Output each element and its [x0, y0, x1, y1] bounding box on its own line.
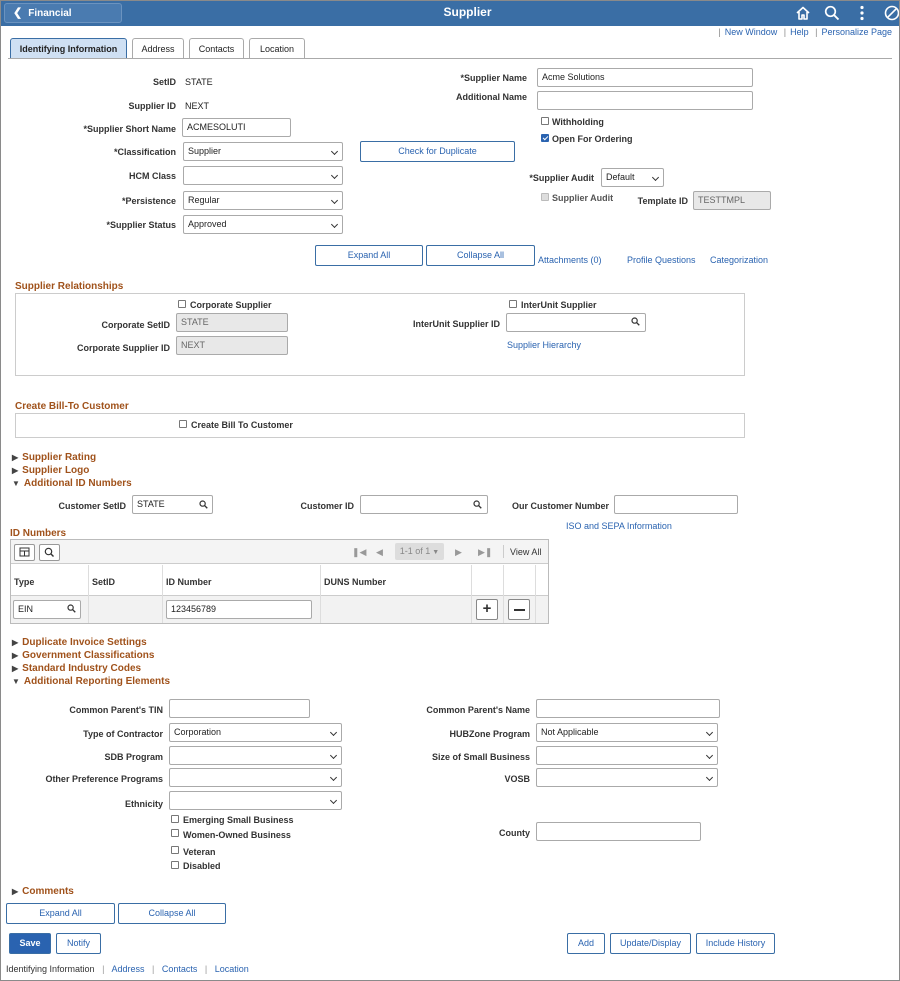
corporate-setid-input: STATE — [176, 313, 288, 332]
vosb-select[interactable] — [536, 768, 718, 787]
supplier-rating-title: Supplier Rating — [22, 452, 97, 463]
duplicate-invoice-title: Duplicate Invoice Settings — [22, 637, 147, 648]
add-button[interactable]: Add — [567, 933, 605, 954]
hubzone-program-label: HUBZone Program — [449, 729, 530, 739]
disabled-label: Disabled — [183, 861, 221, 871]
id-numbers-title: ID Numbers — [10, 528, 67, 539]
create-bill-to-checkbox[interactable] — [179, 420, 187, 428]
collapse-triangle-icon: ▼ — [12, 479, 20, 488]
include-history-button[interactable]: Include History — [696, 933, 775, 954]
duplicate-invoice-section[interactable] — [12, 637, 147, 648]
interunit-lookup-icon[interactable] — [631, 317, 640, 326]
vosb-label: VOSB — [504, 774, 530, 784]
interunit-supplier-checkbox[interactable] — [509, 300, 517, 308]
actions-menu-icon[interactable] — [853, 4, 871, 22]
customer-id-label: Customer ID — [300, 501, 354, 511]
personalize-grid-button[interactable] — [14, 544, 35, 561]
save-button[interactable]: Save — [9, 933, 51, 954]
common-parent-tin-label: Common Parent's TIN — [69, 705, 163, 715]
previous-page-icon: ◀ — [376, 547, 383, 557]
government-classifications-title: Government Classifications — [22, 650, 155, 661]
chevron-left-icon: ❮ — [13, 7, 23, 19]
women-owned-business-label: Women-Owned Business — [183, 830, 291, 840]
withholding-label: Withholding — [552, 117, 604, 127]
supplier-status-select[interactable]: Approved — [183, 215, 343, 234]
update-display-button[interactable]: Update/Display — [610, 933, 691, 954]
col-divider — [503, 565, 504, 623]
interunit-supplier-id-input[interactable] — [506, 313, 646, 332]
emerging-small-business-label: Emerging Small Business — [183, 815, 294, 825]
sdb-program-select[interactable] — [169, 746, 342, 765]
type-lookup-icon[interactable] — [67, 604, 76, 613]
col-divider — [320, 565, 321, 623]
page-utility-links: | New Window | Help | Personalize Page — [718, 27, 892, 37]
comments-title: Comments — [22, 886, 74, 897]
corporate-supplier-label: Corporate Supplier — [190, 300, 272, 310]
toolbar-divider — [503, 545, 504, 558]
home-icon[interactable] — [794, 4, 812, 22]
expand-triangle-icon: ▶ — [12, 638, 19, 647]
hcm-class-label: HCM Class — [128, 171, 176, 181]
size-of-small-business-label: Size of Small Business — [431, 752, 530, 762]
additional-name-input[interactable] — [537, 91, 753, 110]
template-id-input: TESTTMPL — [693, 191, 771, 210]
common-parent-name-input[interactable] — [536, 699, 720, 718]
additional-id-numbers-section[interactable] — [12, 478, 132, 489]
grid-find-button[interactable] — [39, 544, 60, 561]
supplier-audit-cb-label: Supplier Audit — [552, 193, 614, 203]
pagination-text: 1-1 of 1 — [399, 546, 431, 556]
disabled-checkbox[interactable] — [171, 861, 179, 869]
supplier-id-label: Supplier ID — [128, 101, 176, 111]
additional-reporting-section[interactable] — [12, 676, 170, 687]
setid-label: SetID — [152, 77, 176, 87]
other-preference-select[interactable] — [169, 768, 342, 787]
common-parent-tin-input[interactable] — [169, 699, 310, 718]
hubzone-program-select[interactable]: Not Applicable — [536, 723, 718, 742]
supplier-logo-section[interactable] — [12, 465, 89, 476]
type-of-contractor-select[interactable]: Corporation — [169, 723, 342, 742]
personalize-page-link[interactable]: Personalize Page — [821, 27, 892, 37]
open-for-ordering-label: Open For Ordering — [552, 134, 633, 144]
expand-triangle-icon: ▶ — [12, 453, 19, 462]
col-divider — [88, 565, 89, 623]
comments-section[interactable] — [12, 886, 74, 897]
col-setid: SetID — [92, 577, 116, 587]
collapse-all-button-bottom[interactable]: Collapse All — [118, 903, 226, 924]
last-page-icon: ▶❚ — [478, 547, 493, 557]
col-divider — [535, 565, 536, 623]
classification-select[interactable]: Supplier — [183, 142, 343, 161]
supplier-relationships-title: Supplier Relationships — [15, 281, 124, 292]
add-row-button[interactable] — [476, 599, 498, 620]
back-button[interactable] — [4, 3, 122, 37]
type-of-contractor-label: Type of Contractor — [83, 729, 163, 739]
government-classifications-section[interactable] — [12, 650, 154, 661]
standard-industry-codes-title: Standard Industry Codes — [22, 663, 142, 674]
withholding-checkbox[interactable] — [541, 117, 549, 125]
customer-setid-input[interactable]: STATE — [132, 495, 213, 514]
sdb-program-label: SDB Program — [104, 752, 163, 762]
common-parent-name-label: Common Parent's Name — [426, 705, 530, 715]
create-bill-to-box — [15, 413, 745, 438]
supplier-audit-select[interactable]: Default — [601, 168, 664, 187]
help-link[interactable]: Help — [790, 27, 809, 37]
find-icon — [40, 545, 59, 560]
ethnicity-select[interactable] — [169, 791, 342, 810]
supplier-name-label: *Supplier Name — [460, 73, 527, 83]
supplier-name-input[interactable]: Acme Solutions — [537, 68, 753, 87]
tab-location[interactable]: Location — [249, 38, 305, 59]
tab-contacts[interactable]: Contacts — [189, 38, 244, 59]
persistence-select[interactable]: Regular — [183, 191, 343, 210]
check-for-duplicate-button[interactable]: Check for Duplicate — [360, 141, 515, 162]
notify-button[interactable]: Notify — [56, 933, 101, 954]
size-of-small-business-select[interactable] — [536, 746, 718, 765]
corporate-supplier-id-label: Corporate Supplier ID — [76, 343, 170, 353]
tab-address[interactable]: Address — [132, 38, 184, 59]
ethnicity-label: Ethnicity — [124, 799, 163, 809]
footer-link-identifying: Identifying Information — [6, 964, 95, 974]
attachments-link[interactable]: Attachments (0) — [538, 255, 602, 265]
next-page-icon: ▶ — [455, 547, 462, 557]
expand-all-button-bottom[interactable]: Expand All — [6, 903, 115, 924]
customer-id-input[interactable] — [360, 495, 488, 514]
first-page-icon: ❚◀ — [352, 547, 367, 557]
open-for-ordering-checkbox[interactable] — [541, 134, 549, 142]
back-button-label: Financial Operations — [13, 8, 72, 37]
emerging-small-business-checkbox[interactable] — [171, 815, 179, 823]
expand-all-button-top[interactable]: Expand All — [315, 245, 423, 266]
setid-value: STATE — [185, 77, 213, 87]
view-all-link[interactable]: View All — [510, 547, 542, 557]
grid-toolbar — [11, 540, 548, 564]
supplier-audit-checkbox — [541, 193, 549, 201]
supplier-status-label: *Supplier Status — [106, 220, 176, 230]
supplier-short-name-input[interactable]: ACMESOLUTI — [182, 118, 291, 137]
navbar-icon[interactable] — [883, 4, 900, 22]
minus-icon — [514, 609, 525, 611]
template-id-label: Template ID — [637, 196, 688, 206]
county-input[interactable] — [536, 822, 701, 841]
supplier-rating-section[interactable] — [12, 452, 96, 463]
supplier-id-value: NEXT — [185, 101, 210, 111]
profile-questions-link[interactable]: Profile Questions — [627, 255, 696, 265]
corporate-setid-label: Corporate SetID — [101, 320, 170, 330]
plus-icon: + — [482, 600, 492, 617]
delete-row-button[interactable] — [508, 599, 530, 620]
footer-tab-links: Identifying Information | Address | Contacts | Location — [6, 964, 249, 974]
col-divider — [471, 565, 472, 623]
county-label: County — [499, 828, 530, 838]
search-icon[interactable] — [823, 4, 841, 22]
persistence-label: *Persistence — [121, 196, 176, 206]
footer-link-location[interactable]: Location — [214, 964, 249, 974]
pagination-select[interactable]: 1-1 of 1 ▼ — [395, 543, 444, 560]
our-customer-number-label: Our Customer Number — [511, 501, 609, 511]
customer-setid-lookup-icon[interactable] — [199, 500, 208, 509]
other-preference-label: Other Preference Programs — [45, 774, 163, 784]
supplier-logo-title: Supplier Logo — [22, 465, 90, 476]
footer-link-contacts[interactable]: Contacts — [161, 964, 198, 974]
classification-label: *Classification — [113, 147, 176, 157]
veteran-label: Veteran — [183, 847, 216, 857]
supplier-relationships-box — [15, 293, 745, 376]
expand-triangle-icon: ▶ — [12, 466, 19, 475]
corporate-supplier-checkbox[interactable] — [178, 300, 186, 308]
footer-link-address[interactable]: Address — [111, 964, 145, 974]
collapse-all-button-top[interactable]: Collapse All — [426, 245, 535, 266]
collapse-triangle-icon: ▼ — [12, 677, 20, 686]
standard-industry-codes-section[interactable] — [12, 663, 141, 674]
hcm-class-select[interactable] — [183, 166, 343, 185]
expand-triangle-icon: ▶ — [12, 651, 19, 660]
additional-id-numbers-title: Additional ID Numbers — [23, 478, 132, 489]
categorization-link[interactable]: Categorization — [710, 255, 769, 265]
col-duns-number: DUNS Number — [324, 577, 387, 587]
create-bill-to-title: Create Bill-To Customer — [15, 401, 129, 412]
expand-triangle-icon: ▶ — [12, 664, 19, 673]
interunit-supplier-label: InterUnit Supplier — [521, 300, 597, 310]
grid-settings-icon — [15, 545, 34, 560]
supplier-audit-label: *Supplier Audit — [529, 173, 594, 183]
expand-triangle-icon: ▶ — [12, 887, 19, 896]
iso-sepa-link[interactable]: ISO and SEPA Information — [566, 521, 672, 531]
page-title: Supplier — [443, 5, 492, 19]
id-number-input[interactable]: 123456789 — [166, 600, 312, 619]
col-type: Type — [14, 577, 35, 587]
tab-identifying-information[interactable]: Identifying Information — [10, 38, 127, 59]
women-owned-business-checkbox[interactable] — [171, 829, 179, 837]
our-customer-number-input[interactable] — [614, 495, 738, 514]
supplier-short-name-label: *Supplier Short Name — [83, 124, 176, 134]
col-id-number: ID Number — [166, 577, 212, 587]
corporate-supplier-id-input: NEXT — [176, 336, 288, 355]
additional-reporting-title: Additional Reporting Elements — [23, 676, 171, 687]
customer-setid-label: Customer SetID — [58, 501, 126, 511]
additional-name-label: Additional Name — [455, 92, 527, 102]
veteran-checkbox[interactable] — [171, 846, 179, 854]
customer-id-lookup-icon[interactable] — [473, 500, 482, 509]
create-bill-to-label: Create Bill To Customer — [191, 420, 293, 430]
tab-divider — [8, 58, 892, 59]
col-divider — [162, 565, 163, 623]
type-input[interactable]: EIN — [13, 600, 81, 619]
supplier-hierarchy-link[interactable]: Supplier Hierarchy — [507, 340, 582, 350]
new-window-link[interactable]: New Window — [724, 27, 778, 37]
interunit-supplier-id-label: InterUnit Supplier ID — [412, 319, 500, 329]
